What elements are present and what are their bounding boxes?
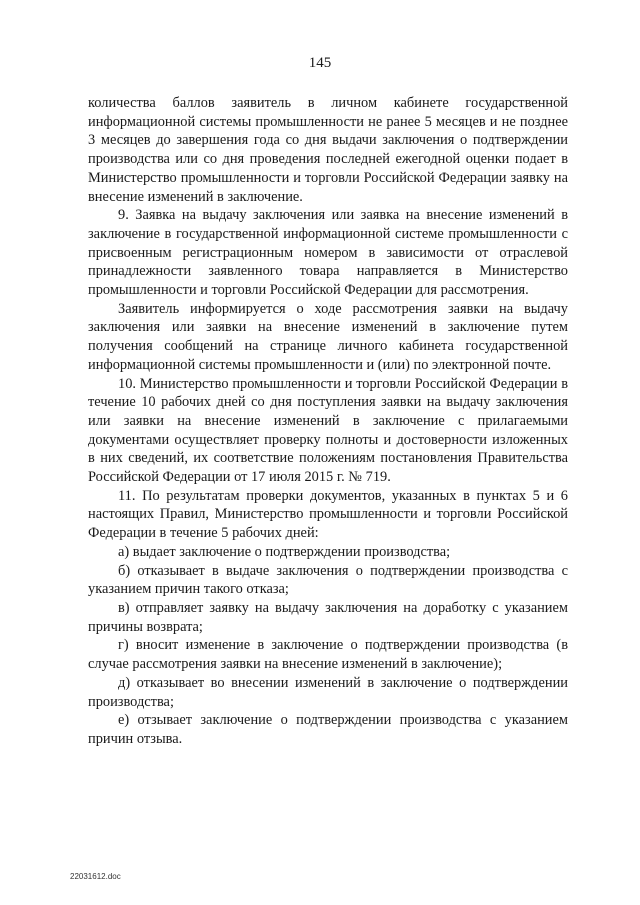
list-item-g: г) вносит изменение в заключение о подтверждении производства (в случае рассмотрения заявки на внесение изменений в заключение);: [88, 637, 568, 673]
paragraph-item-11: 11. По результатам проверки документов, указанных в пунктах 5 и 6 настоящих Правил, Министерство промышленности и торговли Российской Федерации в течение 5 рабочих дней:: [88, 487, 568, 542]
list-item-d: д) отказывает во внесении изменений в заключение о подтверждении производства;: [88, 674, 568, 710]
list-item-b: б) отказывает в выдаче заключения о подтверждении производства с указанием причин такого отказа;: [88, 562, 568, 598]
list-item-v: в) отправляет заявку на выдачу заключения на доработку с указанием причины возврата;: [88, 599, 568, 635]
page-number: 145: [308, 55, 332, 71]
list-item-a: а) выдает заключение о подтверждении производства;: [118, 543, 451, 560]
paragraph: Заявитель информируется о ходе рассмотрения заявки на выдачу заключения или заявки на внесение изменений в заключение путем получения сообщений на странице личного кабинета государственной информационной системы промышленности и (или) по электронной почте.: [88, 300, 568, 373]
list-item-e: е) отзывает заключение о подтверждении производства с указанием причин отзыва.: [88, 712, 568, 747]
footer-filename: 22031612.doc: [70, 872, 121, 881]
paragraph: количества баллов заявитель в личном кабинете государственной информационной системы промышленности не ранее 5 месяцев и не позднее 3 месяцев до завершения года со дня выдачи заключения о подтверждении производства или со дня проведения последней ежегодной оценки подает в Министерство промышленности и торговли Российской Федерации заявку на внесение изменений в заключение.: [88, 95, 568, 205]
document-body: [88, 94, 568, 749]
paragraph-item-9: 9. Заявка на выдачу заключения или заявка на внесение изменений в заключение в государственной информационной системе промышленности с присвоенным регистрационным номером в зависимости от отраслевой принадлежности заявленного товара направляется в Министерство промышленности и торговли Российской Федерации для рассмотрения.: [88, 207, 568, 299]
paragraph-item-10: 10. Министерство промышленности и торговли Российской Федерации в течение 10 рабочих дней со дня поступления заявки на выдачу заключения или заявки на внесение изменений в заключение с прилагаемыми документами осуществляет проверку полноты и достоверности изложенных в них сведений, их соответствие положениям постановления Правительства Российской Федерации от 17 июля 2015 г. № 719.: [88, 375, 568, 486]
